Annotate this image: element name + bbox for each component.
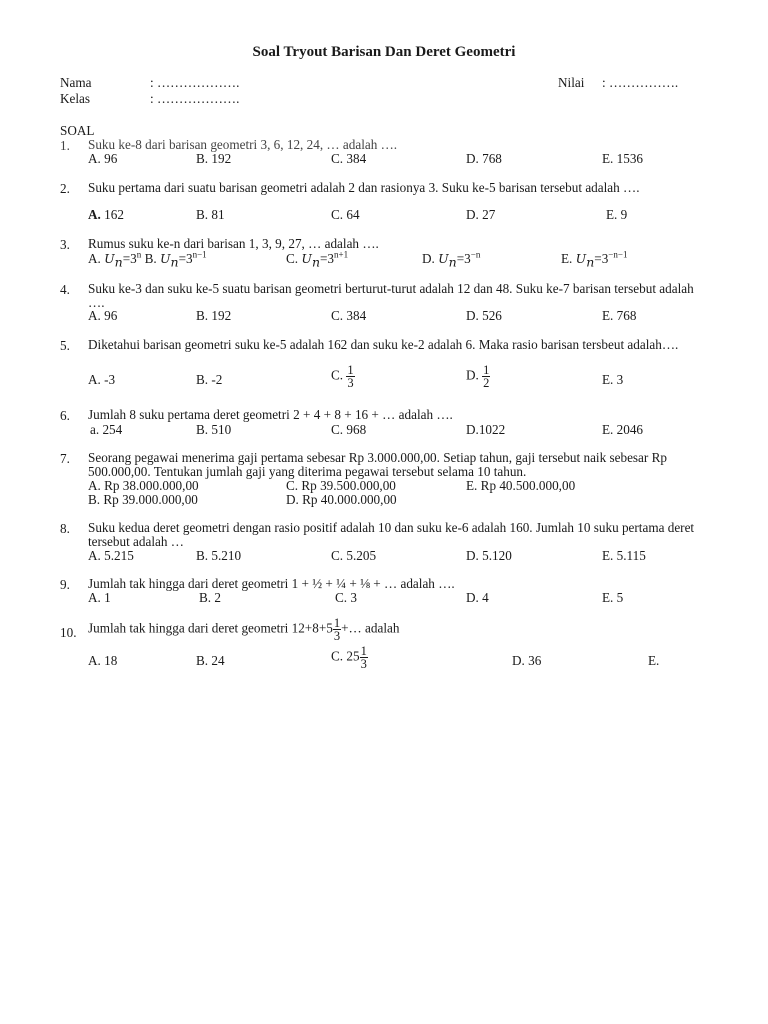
fraction bbox=[333, 617, 341, 642]
option-letter: D. bbox=[422, 251, 435, 266]
section-label: SOAL bbox=[60, 123, 95, 138]
fraction-denominator: 3 bbox=[333, 629, 341, 643]
fraction-denominator: 2 bbox=[483, 376, 490, 390]
question-number: 10. bbox=[60, 625, 77, 640]
q4-option-a: A. 96 bbox=[88, 308, 118, 323]
question-text: Jumlah 8 suku pertama deret geometri 2 + 4 + 8 + 16 + … adalah …. bbox=[88, 407, 453, 422]
formula-u: U bbox=[575, 251, 587, 266]
formula-eq: =3 bbox=[594, 251, 609, 266]
page-title: Soal Tryout Barisan Dan Deret Geometri bbox=[252, 44, 516, 60]
question-text bbox=[88, 617, 710, 642]
formula-u: U bbox=[301, 251, 312, 266]
fraction-numerator: 1 bbox=[360, 644, 367, 658]
q8-option-e: E. 5.115 bbox=[602, 548, 646, 563]
q10-option-c bbox=[331, 645, 368, 670]
formula-exponent: −n−1 bbox=[608, 249, 628, 260]
formula-u: U bbox=[438, 251, 449, 266]
q7-option-d: D. Rp 40.000.000,00 bbox=[286, 492, 397, 507]
q6-option-a: a. 254 bbox=[90, 422, 123, 437]
formula-subscript: n bbox=[311, 254, 320, 270]
q7-option-c: C. Rp 39.500.000,00 bbox=[286, 478, 396, 493]
question-text: Jumlah tak hingga dari deret geometri 1 + ½ + ¼ + ⅛ + … adalah …. bbox=[88, 576, 455, 591]
q1-option-d: D. 768 bbox=[466, 151, 502, 166]
fraction-numerator: 1 bbox=[483, 363, 490, 377]
q4-option-d: D. 526 bbox=[466, 308, 502, 323]
formula-subscript: n bbox=[448, 254, 457, 270]
question-number: 1. bbox=[60, 138, 70, 153]
formula-subscript: n bbox=[114, 254, 123, 270]
mixed-number-whole: 25 bbox=[346, 648, 360, 664]
q8-option-a: A. 5.215 bbox=[88, 548, 134, 563]
option-letter: D. bbox=[466, 367, 479, 383]
fraction bbox=[346, 364, 354, 389]
q8-option-c: C. 5.205 bbox=[331, 548, 377, 563]
q8-option-b: B. 5.210 bbox=[196, 548, 242, 563]
question-number: 7. bbox=[60, 451, 70, 466]
question-number: 4. bbox=[60, 282, 70, 297]
formula-subscript: n bbox=[586, 254, 595, 270]
q1-option-a: A. 96 bbox=[88, 151, 118, 166]
kelas-field: : ………………. bbox=[150, 91, 240, 106]
q9-option-e: E. 5 bbox=[602, 590, 624, 605]
formula-u: U bbox=[104, 251, 115, 266]
question-text: Seorang pegawai menerima gaji pertama sebesar Rp 3.000.000,00. Setiap tahun, gaji tersebut naik sebesar Rp 500.000,00. Tentukan jumlah gaji yang diterima pegawai tersebut selama 10 tahun. bbox=[88, 450, 667, 479]
question-text: Suku kedua deret geometri dengan rasio positif adalah 10 dan suku ke-6 adalah 160. Jumlah 10 suku pertama deret tersebut adalah … bbox=[88, 520, 695, 549]
fraction bbox=[482, 364, 490, 389]
q7-option-e: E. Rp 40.500.000,00 bbox=[466, 478, 576, 493]
question-number: 2. bbox=[60, 181, 70, 196]
formula-exponent: n bbox=[136, 249, 142, 260]
q4-option-e: E. 768 bbox=[602, 308, 637, 323]
fraction-denominator: 3 bbox=[347, 376, 354, 390]
q2-option-e: E. 9 bbox=[606, 207, 628, 222]
q5-option-e: E. 3 bbox=[602, 372, 624, 387]
option-letter: C. bbox=[286, 251, 299, 266]
question-number: 3. bbox=[60, 237, 70, 252]
q3-options-ab bbox=[88, 249, 207, 270]
question-text: Suku ke-8 dari barisan geometri 3, 6, 12, 24, … adalah …. bbox=[88, 137, 398, 152]
q1-option-b: B. 192 bbox=[196, 151, 232, 166]
q3-option-e bbox=[561, 249, 628, 270]
q9-option-a: A. 1 bbox=[88, 590, 111, 605]
q7-option-b: B. Rp 39.000.000,00 bbox=[88, 492, 198, 507]
q2-option-d: D. 27 bbox=[466, 207, 496, 222]
q6-option-d: D.1022 bbox=[466, 422, 506, 437]
q2-option-a bbox=[88, 208, 124, 222]
option-letter: B. bbox=[144, 251, 157, 266]
q10-option-b: B. 24 bbox=[196, 653, 225, 668]
series-expression: 12+8+5 bbox=[291, 620, 333, 636]
q1-option-e: E. 1536 bbox=[602, 151, 644, 166]
q5-option-d bbox=[466, 364, 490, 389]
kelas-label: Kelas bbox=[60, 91, 91, 106]
formula-subscript: n bbox=[170, 254, 179, 270]
fraction-denominator: 3 bbox=[360, 657, 367, 671]
option-letter: C. bbox=[331, 367, 344, 383]
question-number: 5. bbox=[60, 338, 70, 353]
q9-option-c: C. 3 bbox=[335, 590, 357, 605]
option-letter: C. bbox=[331, 648, 344, 664]
q5-option-b: B. -2 bbox=[196, 372, 223, 387]
formula-eq: =3 bbox=[122, 251, 137, 266]
q7-option-a: A. Rp 38.000.000,00 bbox=[88, 478, 199, 493]
formula-u: U bbox=[159, 251, 171, 266]
q5-option-c bbox=[331, 364, 355, 389]
q9-option-d: D. 4 bbox=[466, 590, 489, 605]
q9-option-b: B. 2 bbox=[199, 590, 221, 605]
option-letter: A. bbox=[88, 207, 101, 222]
option-value: 162 bbox=[100, 207, 124, 222]
q4-option-b: B. 192 bbox=[196, 308, 232, 323]
question-number: 8. bbox=[60, 521, 70, 536]
q5-option-a: A. -3 bbox=[88, 372, 116, 387]
question-text: Suku ke-3 dan suku ke-5 suatu barisan geometri berturut-turut adalah 12 dan 48. Suku ke-7 barisan tersebut adalah …. bbox=[88, 281, 694, 310]
q1-option-c: C. 384 bbox=[331, 151, 367, 166]
q3-option-d bbox=[422, 249, 481, 270]
question-text-prefix: Jumlah tak hingga dari deret geometri bbox=[88, 620, 292, 636]
formula-eq: =3 bbox=[320, 251, 335, 266]
question-number: 9. bbox=[60, 577, 70, 592]
question-number: 6. bbox=[60, 408, 70, 423]
q8-option-d: D. 5.120 bbox=[466, 548, 512, 563]
question-text: Diketahui barisan geometri suku ke-5 adalah 162 dan suku ke-2 adalah 6. Maka rasio barisan tersbeut adalah…. bbox=[88, 337, 679, 352]
q2-option-c: C. 64 bbox=[331, 207, 360, 222]
q10-option-d: D. 36 bbox=[512, 653, 542, 668]
nama-field: : ………………. bbox=[150, 75, 240, 90]
fraction-numerator: 1 bbox=[347, 363, 354, 377]
formula-eq: =3 bbox=[178, 251, 193, 266]
formula-exponent: −n bbox=[470, 249, 481, 260]
formula-exponent: n−1 bbox=[192, 249, 207, 260]
q6-option-c: C. 968 bbox=[331, 422, 367, 437]
fraction-numerator: 1 bbox=[333, 616, 341, 630]
option-letter: A. bbox=[88, 251, 101, 266]
option-letter: E. bbox=[561, 251, 573, 266]
formula-exponent: n+1 bbox=[334, 249, 349, 260]
q3-option-c bbox=[286, 249, 349, 270]
q10-option-a: A. 18 bbox=[88, 653, 118, 668]
nama-label: Nama bbox=[60, 75, 92, 90]
series-expression-tail: +… adalah bbox=[341, 620, 400, 636]
question-text: Suku pertama dari suatu barisan geometri adalah 2 dan rasionya 3. Suku ke-5 barisan tersebut adalah …. bbox=[88, 180, 640, 195]
q2-option-b: B. 81 bbox=[196, 207, 225, 222]
nilai-label: Nilai bbox=[558, 75, 585, 90]
formula-eq: =3 bbox=[456, 251, 471, 266]
q6-option-e: E. 2046 bbox=[602, 422, 644, 437]
fraction bbox=[360, 645, 368, 670]
question-text: Rumus suku ke-n dari barisan 1, 3, 9, 27, … adalah …. bbox=[88, 236, 379, 251]
q4-option-c: C. 384 bbox=[331, 308, 367, 323]
nilai-field: : ……………. bbox=[602, 75, 679, 90]
q10-option-e: E. bbox=[648, 653, 660, 668]
q6-option-b: B. 510 bbox=[196, 422, 232, 437]
